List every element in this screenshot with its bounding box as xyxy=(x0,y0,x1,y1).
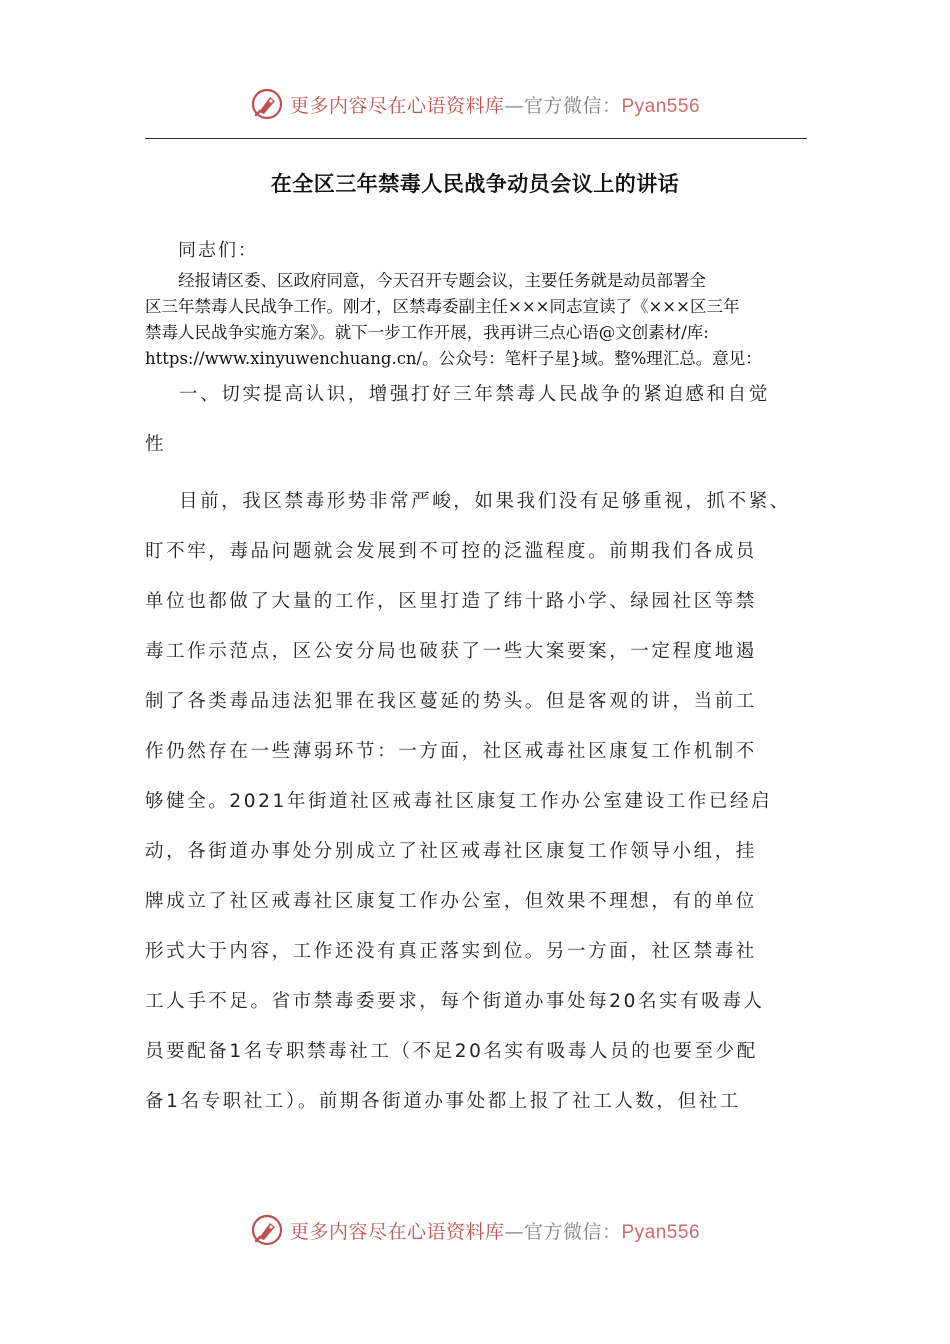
banner-text: 更多内容尽在心语资料库—官方微信：Pyan556 xyxy=(289,1220,701,1243)
body-line: 牌成立了社区戒毒社区康复工作办公室，但效果不理想，有的单位 xyxy=(145,891,757,912)
body-line: 工人手不足。省市禁毒委要求，每个街道办事处每20名实有吸毒人 xyxy=(145,991,765,1012)
header-divider xyxy=(145,138,807,139)
body-line: 目前，我区禁毒形势非常严峻，如果我们没有足够重视，抓不紧、 xyxy=(179,491,791,512)
intro-line: 经报请区委、区政府同意，今天召开专题会议，主要任务就是动员部署全 xyxy=(145,271,706,290)
body-line: 形式大于内容，工作还没有真正落实到位。另一方面，社区禁毒社 xyxy=(145,941,757,962)
pen-nib-logo-icon xyxy=(250,1213,284,1247)
body-line: 够健全。2021年街道社区戒毒社区康复工作办公室建设工作已经启 xyxy=(145,791,773,812)
pen-nib-logo-icon xyxy=(250,87,284,121)
body-line: 毒工作示范点，区公安分局也破获了一些大案要案，一定程度地遏 xyxy=(145,641,757,662)
body-line: 动，各街道办事处分别成立了社区戒毒社区康复工作领导小组，挂 xyxy=(145,841,757,862)
intro-line: 禁毒人民战争实施方案》。就下一步工作开展，我再讲三点心语@文创素材/库: xyxy=(145,323,709,342)
body-line: 制了各类毒品违法犯罪在我区蔓延的势头。但是客观的讲，当前工 xyxy=(145,691,757,712)
body-line: 作仍然存在一些薄弱环节：一方面，社区戒毒社区康复工作机制不 xyxy=(145,741,757,762)
intro-line: https://www.xinyuwenchuang.cn/。公众号：笔杆子星}域。整%理汇总。意见： xyxy=(145,349,762,368)
document-title: 在全区三年禁毒人民战争动员会议上的讲话 xyxy=(270,172,680,196)
body-line: 员要配备1名专职禁毒社工（不足20名实有吸毒人员的也要至少配 xyxy=(145,1041,758,1062)
body-line: 盯不牢，毒品问题就会发展到不可控的泛滥程度。前期我们各成员 xyxy=(145,541,757,562)
header-banner xyxy=(0,84,950,124)
footer-banner xyxy=(0,1210,950,1250)
heading-line: 一、切实提高认识，增强打好三年禁毒人民战争的紧迫感和自觉 xyxy=(179,384,770,405)
heading-line: 性 xyxy=(145,434,167,455)
greeting: 同志们： xyxy=(178,240,258,261)
banner-text: 更多内容尽在心语资料库—官方微信：Pyan556 xyxy=(289,94,701,117)
intro-line: 区三年禁毒人民战争工作。刚才，区禁毒委副主任×××同志宣读了《×××区三年 xyxy=(145,297,740,316)
body-paragraph xyxy=(145,477,825,1127)
section-heading-1 xyxy=(145,370,825,470)
intro-paragraph xyxy=(145,268,810,372)
body-line: 备1名专职社工）。前期各街道办事处都上报了社工人数，但社工 xyxy=(145,1091,741,1112)
body-line: 单位也都做了大量的工作，区里打造了纬十路小学、绿园社区等禁 xyxy=(145,591,757,612)
